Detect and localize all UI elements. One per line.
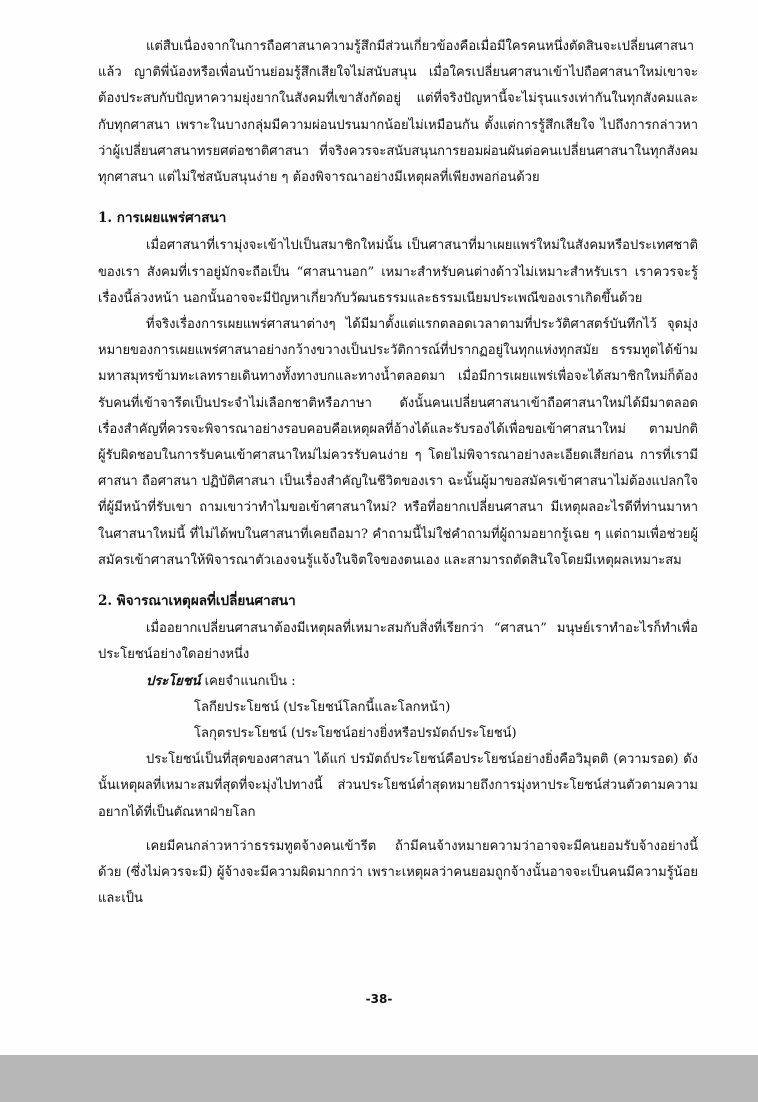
section-heading-2: 2. พิจารณาเหตุผลที่เปลี่ยนศาสนา	[98, 593, 296, 610]
section2-paragraph-3: เคยมีคนกล่าวหาว่าธรรมทูตจ้างคนเข้ารีต ถ้ามีคนจ้างหมายความว่าอาจจะมีคนยอมรับจ้างอย่างนี้ด้วย (ซึ่งไม่ควรจะมี) ผู้จ้างจะมีความผิดมากกว่า เพราะเหตุผลว่าคนยอมถูกจ้างนั้นอาจจะเป็นคนมีความรู้น้อย และเป็น	[98, 838, 698, 907]
definition-text: เคยจำแนกเป็น :	[200, 673, 296, 689]
section1-paragraph-1: เมื่อศาสนาที่เรามุ่งจะเข้าไปเป็นสมาชิกใหม่นั้น เป็นศาสนาที่มาเผยแพร่ใหม่ในสังคมหรือประเทศชาติของเรา สังคมที่เราอยู่มักจะถือเป็น “ศาสนานอก” เหมาะสำหรับคนต่างด้าวไม่เหมาะสำหรับเรา เราควรจะรู้เรื่องนี้ล่วงหน้า นอกนั้นอาจจะมีปัญหาเกี่ยวกับวัฒนธรรมและธรรมเนียมประเพณีของเราเกิดขึ้นด้วย	[98, 238, 698, 306]
scan-bottom-margin	[0, 1055, 758, 1102]
definition-item-2: โลกุตรประโยชน์ (ประโยชน์อย่างยิ่งหรือปรมัตถ์ประโยชน์)	[194, 726, 517, 742]
section1-paragraph-2: ที่จริงเรื่องการเผยแพร่ศาสนาต่างๆ ได้มีมาตั้งแต่แรกตลอดเวลาตามที่ประวัติศาสตร์บันทึกไว้ จุดมุ่งหมายของการเผยแพร่ศาสนาอย่างกว้างขวางเป็นประวัติการณ์ที่ปรากฏอยู่ในทุกแห่งทุกสมัย ธรรมทูตได้ข้ามมหาสมุทรข้ามทะเลทรายเดินทางทั้งทางบกและทางน้ำตลอดมา เมื่อมีการเผยแพร่เพื่อจะได้สมาชิกใหม่ก็ต้องรับคนที่เข้าจารีตเป็นประจำไม่เลือกชาติหรือภาษา ดังนั้นคนเปลี่ยนศาสนาเข้าถือศาสนาใหม่ได้มีมาตลอด เรื่องสำคัญที่ควรจะพิจารณาอย่างรอบคอบคือเหตุผลที่อ้างได้และรับรองได้เพื่อขอเข้าศาสนาใหม่ ตามปกติผู้รับผิดชอบในการรับคนเข้าศาสนาใหม่ไม่ควรรับคนง่าย ๆ โดยไม่พิจารณาอย่างละเอียดเสียก่อน การที่เรามีศาสนา ถือศาสนา ปฏิบัติศาสนา เป็นเรื่องสำคัญในชีวิตของเรา ฉะนั้นผู้มาขอสมัครเข้าศาสนาไม่ต้องแปลกใจที่ผู้มีหน้าที่รับเขา ถามเขาว่าทำไมขอเข้าศาสนาใหม่? หรือที่อยากเปลี่ยนศาสนา มีเหตุผลอะไรดีที่ท่านมาหาในศาสนาใหม่นี้ ที่ไม่ได้พบในศาสนาที่เคยถือมา? คำถามนี้ไม่ใช่คำถามที่ผู้ถามอยากรู้เฉย ๆ แต่ถามเพื่อช่วยผู้สมัครเข้าศาสนาให้พิจารณาตัวเองจนรู้แจ้งในจิตใจของตนเอง และสามารถตัดสินใจโดยมีเหตุผลเหมาะสม	[98, 317, 698, 568]
definition-item-1: โลกียประโยชน์ (ประโยชน์โลกนี้และโลกหน้า)	[194, 699, 451, 715]
page-content	[98, 34, 698, 913]
intro-paragraph: แต่สืบเนื่องจากในการถือศาสนาความรู้สึกมีส่วนเกี่ยวข้องคือเมื่อมีใครคนหนึ่งตัดสินจะเปลี่ยนศาสนาแล้ว ญาติพี่น้องหรือเพื่อนบ้านย่อมรู้สึกเสียใจไม่สนับสนุน เมื่อใครเปลี่ยนศาสนาเข้าไปถือศาสนาใหม่เขาจะต้องประสบกับปัญหาความยุ่งยากในสังคมที่เขาสังกัดอยู่ แต่ที่จริงปัญหานี้จะไม่รุนแรงเท่ากันในทุกสังคมและกับทุกศาสนา เพราะในบางกลุ่มมีความผ่อนปรนมากน้อยไม่เหมือนกัน ตั้งแต่การรู้สึกเสียใจ ไปถึงการกล่าวหาว่าผู้เปลี่ยนศาสนาทรยศต่อชาติศาสนา ที่จริงควรจะสนับสนุนการยอมผ่อนผันต่อคนเปลี่ยนศาสนาในทุกสังคม ทุกศาสนา แต่ไม่ใช่สนับสนุนง่าย ๆ ต้องพิจารณาอย่างมีเหตุผลที่เพียงพอก่อนด้วย	[98, 39, 698, 186]
section2-paragraph-1: เมื่ออยากเปลี่ยนศาสนาต้องมีเหตุผลที่เหมาะสมกับสิ่งที่เรียกว่า “ศาสนา” มนุษย์เราทำอะไรก็ทำเพื่อประโยชน์อย่างใดอย่างหนึ่ง	[98, 621, 698, 663]
definition-term: ประโยชน์	[146, 673, 201, 689]
section-heading-1: 1. การเผยแพร่ศาสนา	[98, 210, 227, 227]
section2-paragraph-2: ประโยชน์เป็นที่สุดของศาสนา ได้แก่ ปรมัตถ์ประโยชน์คือประโยชน์อย่างยิ่งคือวิมุตติ (ความรอด) ดังนั้นเหตุผลที่เหมาะสมที่สุดที่จะมุ่งไปทางนี้ ส่วนประโยชน์ต่ำสุดหมายถึงการมุ่งหาประโยชน์ส่วนตัวตามความอยากได้ที่เป็นตัณหาฝ่ายโลก	[98, 752, 698, 820]
definition-line	[98, 669, 698, 695]
page-number: -38-	[365, 992, 393, 1006]
